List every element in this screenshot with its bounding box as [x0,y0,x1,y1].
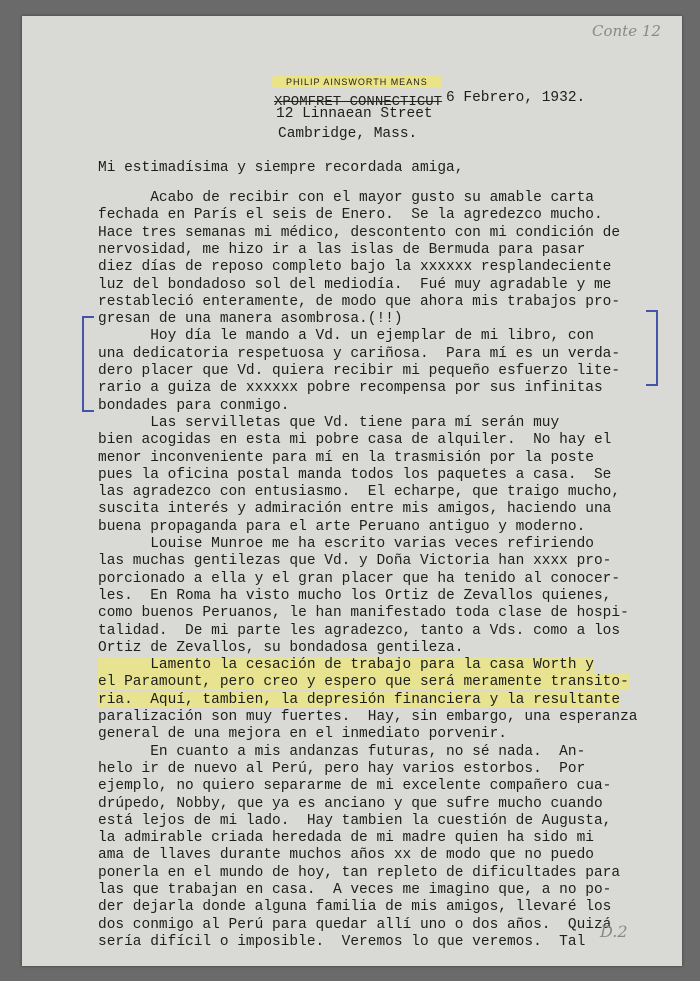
body-line: ponerla en el mundo de hoy, tan repleto de dificultades para [98,864,621,881]
body-line: pues la oficina postal manda todos los paquetes a casa. Se [98,466,612,483]
body-line: rario a guiza de xxxxxx pobre recompensa por sus infinitas [98,380,603,397]
body-line: restableció enteramente, de modo que ahora mis trabajos pro- [98,293,621,310]
body-line: como buenos Peruanos, le han manifestado toda clase de hospi- [98,605,629,622]
struck-out-text: XPOMFRET CONNECTICUT [274,94,443,110]
body-line: drúpedo, Nobby, que ya es anciano y que sufre mucho cuando [98,795,603,812]
body-line: fechada en París el seis de Enero. Se la agredezco mucho. [98,207,603,224]
archive-pencil-note: Conte 12 [592,22,661,40]
body-line: En cuanto a mis andanzas futuras, no sé nada. An- [98,743,586,760]
body-line: porcionado a ella y el gran placer que ha tenido al conocer- [98,570,621,587]
body-line: dos conmigo al Perú para quedar allí uno o dos años. Quizá [98,916,612,933]
body-line: diez días de reposo completo bajo la xxxxxx resplandeciente [98,259,612,276]
body-line: Las servilletas que Vd. tiene para mí serán muy [98,414,560,431]
body-line: está lejos de mi lado. Hay tambien la cuestión de Augusta, [98,812,612,829]
body-line: Ortiz de Zevallos, su bondadosa gentileza. [98,639,464,656]
body-line: Hoy día le mando a Vd. un ejemplar de mi libro, con [98,328,594,345]
body-line: nervosidad, me hizo ir a las islas de Bermuda para pasar [98,241,586,258]
margin-bracket-right [646,310,658,386]
body-line: ejemplo, no quiero separarme de mi excelente compañero cua- [98,778,612,795]
body-line: ama de llaves durante muchos años xx de modo que no puedo [98,847,594,864]
body-line: suscita interés y admiración entre mis amigos, haciendo una [98,501,612,518]
address-street: 12 Linnaean Street [276,106,433,122]
address-city: Cambridge, Mass. [278,126,418,142]
body-line: ria. Aquí, tambien, la depresión financiera y la resultante [98,691,621,708]
body-line: una dedicatoria respetuosa y cariñosa. Para mí es un verda- [98,345,621,362]
body-line: las agradezco con entusiasmo. El echarpe, que traigo mucho, [98,484,621,501]
body-line: bien acogidas en esta mi pobre casa de alquiler. No hay el [98,432,612,449]
body-line: el Paramount, pero creo y espero que será meramente transito- [98,674,629,691]
body-line: Louise Munroe me ha escrito varias veces refiriendo [98,536,594,552]
body-line: talidad. De mi parte les agradezco, tanto a Vds. como a los [98,622,621,639]
body-line: Acabo de recibir con el mayor gusto su amable carta [98,190,594,206]
body-line: dero placer que Vd. quiera recibir mi pequeño esfuerzo lite- [98,363,621,379]
body-line: bondades para conmigo. [98,397,290,414]
letter-page [22,16,682,966]
body-line: helo ir de nuevo al Perú, pero hay varios estorbos. Por [98,760,586,777]
body-line: gresan de una manera asombrosa.(!!) [98,311,403,328]
letterhead-name: PHILIP AINSWORTH MEANS [272,76,442,88]
body-line: les. En Roma ha visto mucho los Ortiz de Zevallos quienes, [98,587,612,604]
body-line: general de una mejora en el inmediato porvenir. [98,726,507,743]
body-line: paralización son muy fuertes. Hay, sin embargo, una esperanza [98,709,638,725]
body-line: luz del bondadoso sol del mediodía. Fué muy agradable y me [98,276,612,293]
body-line: la admirable criada heredada de mi madre quien ha sido mi [98,830,594,847]
letter-date: 6 Febrero, 1932. [446,90,586,106]
body-line: der dejarla donde alguna familia de mis amigos, llevaré los [98,899,612,916]
body-line: sería difícil o imposible. Veremos lo que veremos. Tal [98,933,586,950]
body-line: Lamento la cesación de trabajo para la casa Worth y [98,657,594,674]
page-number: D.2 [600,922,628,941]
body-line: las muchas gentilezas que Vd. y Doña Victoria han xxxx pro- [98,553,612,570]
salutation: Mi estimadísima y siempre recordada amiga, [98,160,464,176]
body-line: buena propaganda para el arte Peruano antiguo y moderno. [98,518,586,535]
margin-bracket-left [82,316,94,412]
body-line: menor inconveniente para mí en la trasmisión por la poste [98,449,594,466]
body-line: las que trabajan en casa. A veces me imagino que, a no po- [98,882,612,898]
body-line: Hace tres semanas mi médico, descontento con mi condición de [98,224,621,241]
